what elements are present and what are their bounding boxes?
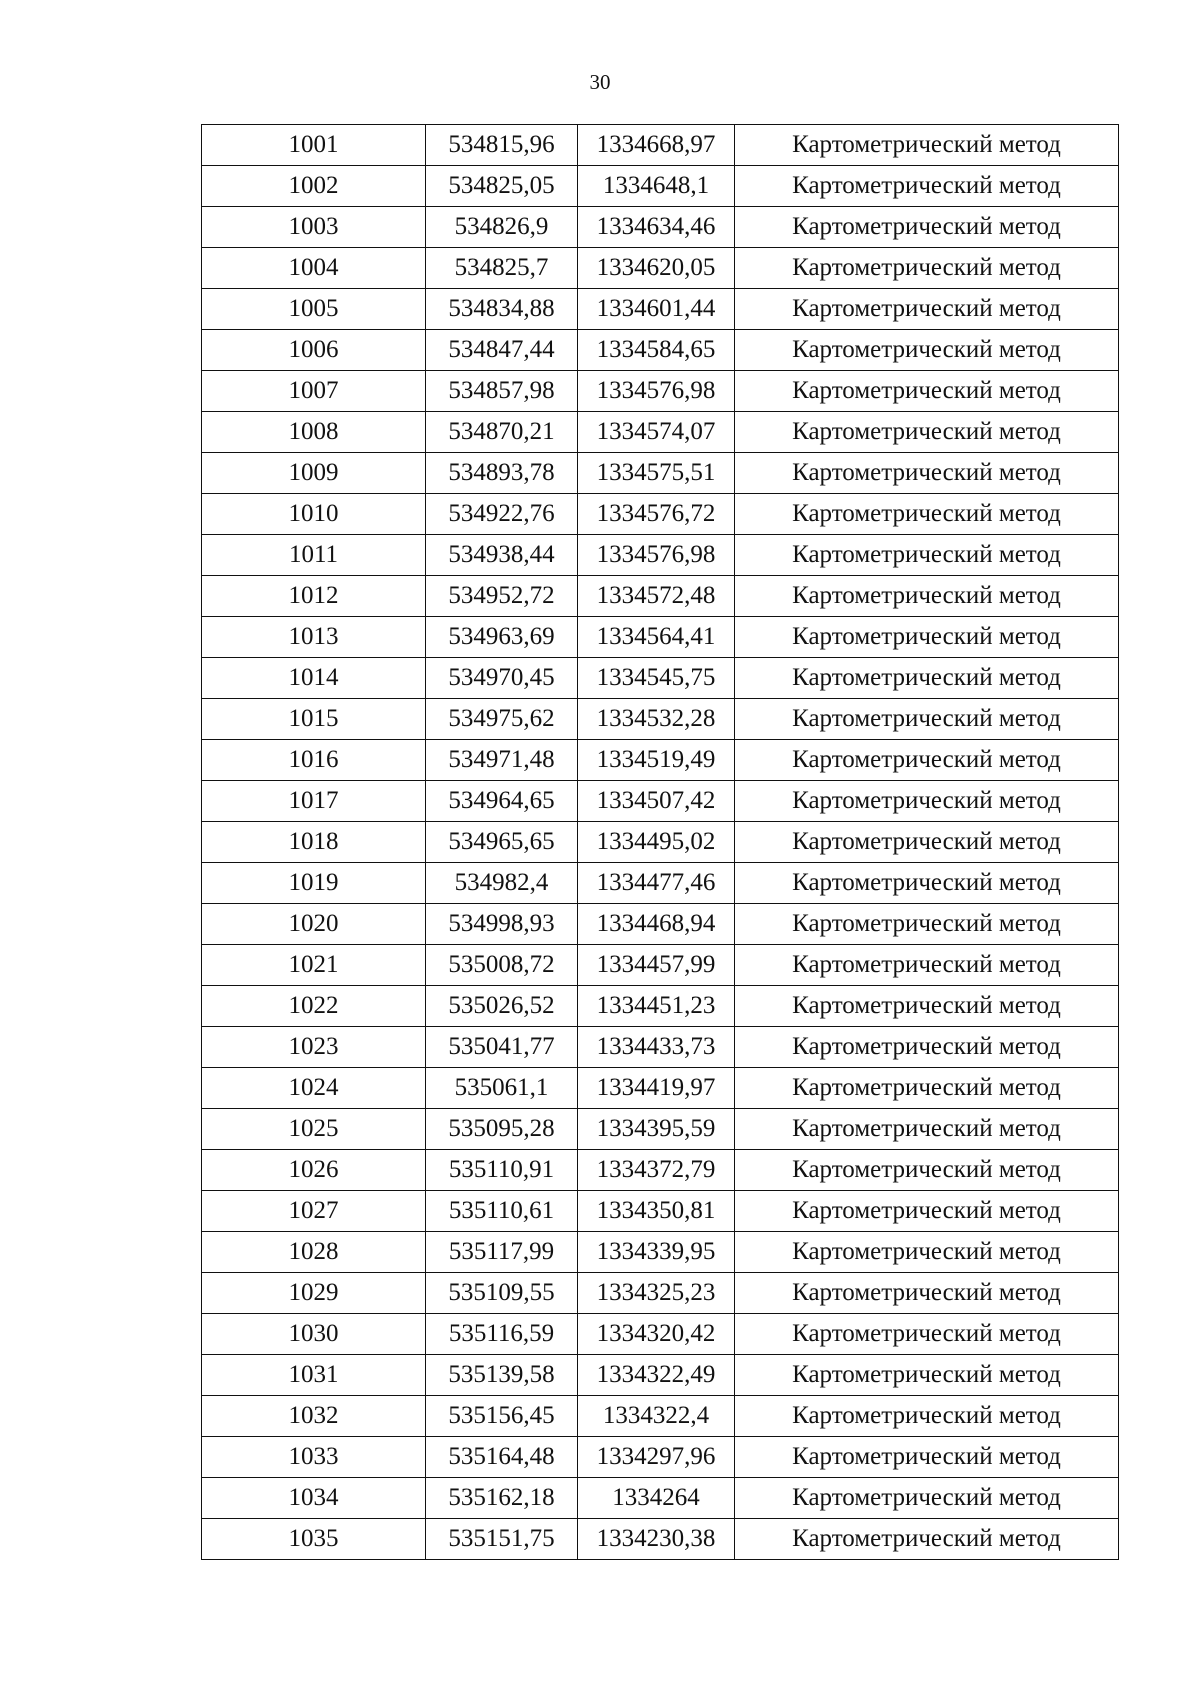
method-cell: Картометрический метод [735, 863, 1119, 904]
point-number-cell: 1001 [202, 125, 426, 166]
method-cell: Картометрический метод [735, 1109, 1119, 1150]
point-number-cell: 1022 [202, 986, 426, 1027]
table-row [202, 1273, 1119, 1314]
x-coordinate-cell: 534938,44 [426, 535, 578, 576]
y-coordinate-cell: 1334668,97 [578, 125, 735, 166]
point-number-cell: 1019 [202, 863, 426, 904]
point-number-cell: 1010 [202, 494, 426, 535]
y-coordinate-cell: 1334297,96 [578, 1437, 735, 1478]
y-coordinate-cell: 1334322,49 [578, 1355, 735, 1396]
table-row [202, 494, 1119, 535]
method-cell: Картометрический метод [735, 1232, 1119, 1273]
x-coordinate-cell: 535162,18 [426, 1478, 578, 1519]
x-coordinate-cell: 534825,05 [426, 166, 578, 207]
method-cell: Картометрический метод [735, 699, 1119, 740]
y-coordinate-cell: 1334350,81 [578, 1191, 735, 1232]
x-coordinate-cell: 534970,45 [426, 658, 578, 699]
method-cell: Картометрический метод [735, 1068, 1119, 1109]
page-number: 30 [589, 70, 611, 94]
table-row [202, 658, 1119, 699]
x-coordinate-cell: 534982,4 [426, 863, 578, 904]
point-number-cell: 1031 [202, 1355, 426, 1396]
method-cell: Картометрический метод [735, 289, 1119, 330]
method-cell: Картометрический метод [735, 740, 1119, 781]
method-cell: Картометрический метод [735, 330, 1119, 371]
table-row [202, 1355, 1119, 1396]
point-number-cell: 1028 [202, 1232, 426, 1273]
table-row [202, 1027, 1119, 1068]
x-coordinate-cell: 535026,52 [426, 986, 578, 1027]
table-row [202, 576, 1119, 617]
x-coordinate-cell: 535156,45 [426, 1396, 578, 1437]
table-row [202, 330, 1119, 371]
y-coordinate-cell: 1334339,95 [578, 1232, 735, 1273]
y-coordinate-cell: 1334545,75 [578, 658, 735, 699]
y-coordinate-cell: 1334564,41 [578, 617, 735, 658]
method-cell: Картометрический метод [735, 1437, 1119, 1478]
method-cell: Картометрический метод [735, 1150, 1119, 1191]
point-number-cell: 1012 [202, 576, 426, 617]
x-coordinate-cell: 535061,1 [426, 1068, 578, 1109]
x-coordinate-cell: 534975,62 [426, 699, 578, 740]
table-row [202, 1396, 1119, 1437]
point-number-cell: 1017 [202, 781, 426, 822]
y-coordinate-cell: 1334519,49 [578, 740, 735, 781]
y-coordinate-cell: 1334320,42 [578, 1314, 735, 1355]
point-number-cell: 1007 [202, 371, 426, 412]
method-cell: Картометрический метод [735, 371, 1119, 412]
coordinates-table [201, 124, 1119, 1560]
table-row [202, 1519, 1119, 1560]
method-cell: Картометрический метод [735, 822, 1119, 863]
method-cell: Картометрический метод [735, 1027, 1119, 1068]
method-cell: Картометрический метод [735, 207, 1119, 248]
x-coordinate-cell: 535117,99 [426, 1232, 578, 1273]
point-number-cell: 1011 [202, 535, 426, 576]
table-row [202, 822, 1119, 863]
method-cell: Картометрический метод [735, 1478, 1119, 1519]
method-cell: Картометрический метод [735, 494, 1119, 535]
x-coordinate-cell: 534963,69 [426, 617, 578, 658]
point-number-cell: 1029 [202, 1273, 426, 1314]
point-number-cell: 1013 [202, 617, 426, 658]
point-number-cell: 1021 [202, 945, 426, 986]
method-cell: Картометрический метод [735, 535, 1119, 576]
table-row [202, 1068, 1119, 1109]
y-coordinate-cell: 1334572,48 [578, 576, 735, 617]
point-number-cell: 1034 [202, 1478, 426, 1519]
method-cell: Картометрический метод [735, 945, 1119, 986]
point-number-cell: 1008 [202, 412, 426, 453]
x-coordinate-cell: 535008,72 [426, 945, 578, 986]
y-coordinate-cell: 1334495,02 [578, 822, 735, 863]
method-cell: Картометрический метод [735, 904, 1119, 945]
method-cell: Картометрический метод [735, 453, 1119, 494]
y-coordinate-cell: 1334372,79 [578, 1150, 735, 1191]
x-coordinate-cell: 534857,98 [426, 371, 578, 412]
x-coordinate-cell: 535116,59 [426, 1314, 578, 1355]
table-row [202, 1478, 1119, 1519]
y-coordinate-cell: 1334457,99 [578, 945, 735, 986]
y-coordinate-cell: 1334264 [578, 1478, 735, 1519]
point-number-cell: 1003 [202, 207, 426, 248]
point-number-cell: 1030 [202, 1314, 426, 1355]
point-number-cell: 1004 [202, 248, 426, 289]
point-number-cell: 1015 [202, 699, 426, 740]
point-number-cell: 1006 [202, 330, 426, 371]
y-coordinate-cell: 1334620,05 [578, 248, 735, 289]
y-coordinate-cell: 1334584,65 [578, 330, 735, 371]
point-number-cell: 1002 [202, 166, 426, 207]
x-coordinate-cell: 535151,75 [426, 1519, 578, 1560]
method-cell: Картометрический метод [735, 781, 1119, 822]
y-coordinate-cell: 1334576,98 [578, 535, 735, 576]
x-coordinate-cell: 535095,28 [426, 1109, 578, 1150]
y-coordinate-cell: 1334575,51 [578, 453, 735, 494]
x-coordinate-cell: 534964,65 [426, 781, 578, 822]
table-row [202, 863, 1119, 904]
point-number-cell: 1009 [202, 453, 426, 494]
method-cell: Картометрический метод [735, 125, 1119, 166]
method-cell: Картометрический метод [735, 1273, 1119, 1314]
point-number-cell: 1025 [202, 1109, 426, 1150]
point-number-cell: 1026 [202, 1150, 426, 1191]
x-coordinate-cell: 535109,55 [426, 1273, 578, 1314]
table-row [202, 699, 1119, 740]
table-row [202, 166, 1119, 207]
table-row [202, 412, 1119, 453]
x-coordinate-cell: 535139,58 [426, 1355, 578, 1396]
y-coordinate-cell: 1334576,72 [578, 494, 735, 535]
point-number-cell: 1032 [202, 1396, 426, 1437]
x-coordinate-cell: 534922,76 [426, 494, 578, 535]
point-number-cell: 1027 [202, 1191, 426, 1232]
point-number-cell: 1023 [202, 1027, 426, 1068]
table-row [202, 1437, 1119, 1478]
method-cell: Картометрический метод [735, 166, 1119, 207]
x-coordinate-cell: 534952,72 [426, 576, 578, 617]
y-coordinate-cell: 1334477,46 [578, 863, 735, 904]
x-coordinate-cell: 535110,61 [426, 1191, 578, 1232]
x-coordinate-cell: 534826,9 [426, 207, 578, 248]
table-row [202, 453, 1119, 494]
method-cell: Картометрический метод [735, 617, 1119, 658]
y-coordinate-cell: 1334507,42 [578, 781, 735, 822]
y-coordinate-cell: 1334532,28 [578, 699, 735, 740]
x-coordinate-cell: 534847,44 [426, 330, 578, 371]
y-coordinate-cell: 1334648,1 [578, 166, 735, 207]
method-cell: Картометрический метод [735, 986, 1119, 1027]
y-coordinate-cell: 1334230,38 [578, 1519, 735, 1560]
y-coordinate-cell: 1334601,44 [578, 289, 735, 330]
point-number-cell: 1035 [202, 1519, 426, 1560]
x-coordinate-cell: 534815,96 [426, 125, 578, 166]
table-row [202, 1314, 1119, 1355]
method-cell: Картометрический метод [735, 658, 1119, 699]
method-cell: Картометрический метод [735, 248, 1119, 289]
x-coordinate-cell: 534893,78 [426, 453, 578, 494]
y-coordinate-cell: 1334325,23 [578, 1273, 735, 1314]
table-row [202, 248, 1119, 289]
x-coordinate-cell: 534834,88 [426, 289, 578, 330]
table-row [202, 125, 1119, 166]
table-row [202, 1150, 1119, 1191]
table-row [202, 781, 1119, 822]
table-row [202, 740, 1119, 781]
table-row [202, 371, 1119, 412]
y-coordinate-cell: 1334634,46 [578, 207, 735, 248]
x-coordinate-cell: 535164,48 [426, 1437, 578, 1478]
coordinates-table-body [202, 125, 1119, 1560]
table-row [202, 945, 1119, 986]
point-number-cell: 1033 [202, 1437, 426, 1478]
method-cell: Картометрический метод [735, 1355, 1119, 1396]
point-number-cell: 1014 [202, 658, 426, 699]
point-number-cell: 1018 [202, 822, 426, 863]
y-coordinate-cell: 1334395,59 [578, 1109, 735, 1150]
table-row [202, 289, 1119, 330]
y-coordinate-cell: 1334576,98 [578, 371, 735, 412]
x-coordinate-cell: 534965,65 [426, 822, 578, 863]
method-cell: Картометрический метод [735, 1191, 1119, 1232]
y-coordinate-cell: 1334433,73 [578, 1027, 735, 1068]
method-cell: Картометрический метод [735, 1314, 1119, 1355]
table-row [202, 904, 1119, 945]
point-number-cell: 1020 [202, 904, 426, 945]
table-row [202, 1191, 1119, 1232]
x-coordinate-cell: 535041,77 [426, 1027, 578, 1068]
y-coordinate-cell: 1334451,23 [578, 986, 735, 1027]
table-row [202, 986, 1119, 1027]
x-coordinate-cell: 535110,91 [426, 1150, 578, 1191]
table-row [202, 617, 1119, 658]
y-coordinate-cell: 1334322,4 [578, 1396, 735, 1437]
point-number-cell: 1005 [202, 289, 426, 330]
method-cell: Картометрический метод [735, 1519, 1119, 1560]
method-cell: Картометрический метод [735, 412, 1119, 453]
table-row [202, 535, 1119, 576]
x-coordinate-cell: 534825,7 [426, 248, 578, 289]
x-coordinate-cell: 534971,48 [426, 740, 578, 781]
y-coordinate-cell: 1334468,94 [578, 904, 735, 945]
table-row [202, 207, 1119, 248]
method-cell: Картометрический метод [735, 1396, 1119, 1437]
point-number-cell: 1024 [202, 1068, 426, 1109]
table-row [202, 1109, 1119, 1150]
y-coordinate-cell: 1334574,07 [578, 412, 735, 453]
x-coordinate-cell: 534870,21 [426, 412, 578, 453]
y-coordinate-cell: 1334419,97 [578, 1068, 735, 1109]
x-coordinate-cell: 534998,93 [426, 904, 578, 945]
point-number-cell: 1016 [202, 740, 426, 781]
table-row [202, 1232, 1119, 1273]
method-cell: Картометрический метод [735, 576, 1119, 617]
